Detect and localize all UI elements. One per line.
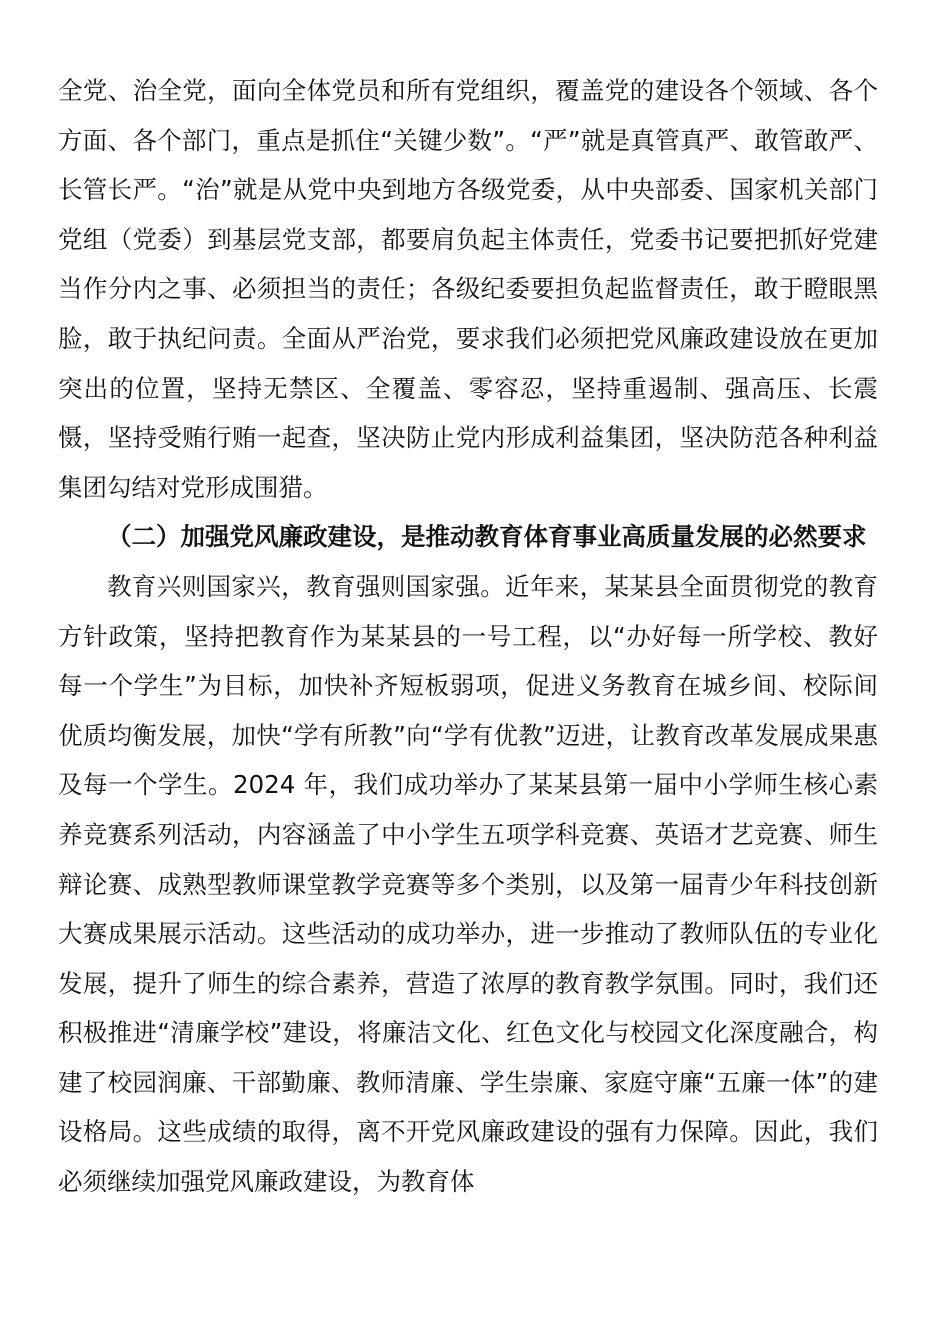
section-heading: （二）加强党风廉政建设，是推动教育体育事业高质量发展的必然要求 (107, 522, 867, 552)
document-page (58, 66, 878, 1207)
body-paragraph: 教育兴则国家兴，教育强则国家强。近年来，某某县全面贯彻党的教育方针政策，坚持把教育作为某某县的一号工程，以“办好每一所学校、教好每一个学生”为目标，加快补齐短板弱项，促进义务教育在城乡间、校际间优质均衡发展，加快“学有所教”向“学有优教”迈进，让教育改革发展成果惠及每一个学生。2024 年，我们成功举办了某某县第一届中小学师生核心素养竞赛系列活动，内容涵盖了中小学生五项学科竞赛、英语才艺竞赛、师生辩论赛、成熟型教师课堂教学竞赛等多个类别，以及第一届青少年科技创新大赛成果展示活动。这些活动的成功举办，进一步推动了教师队伍的专业化发展，提升了师生的综合素养，营造了浓厚的教育教学氛围。同时，我们还积极推进“清廉学校”建设，将廉洁文化、红色文化与校园文化深度融合，构建了校园润廉、干部勤廉、教师清廉、学生崇廉、家庭守廉“五廉一体”的建设格局。这些成绩的取得，离不开党风廉政建设的强有力保障。因此，我们必须继续加强党风廉政建设，为教育体 (58, 571, 878, 1197)
continuation-paragraph: 全党、治全党，面向全体党员和所有党组织，覆盖党的建设各个领域、各个方面、各个部门，重点是抓住“关键少数”。“严”就是真管真严、敢管敢严、长管长严。“治”就是从党中央到地方各级党委，从中央部委、国家机关部门党组（党委）到基层党支部，都要肩负起主体责任，党委书记要把抓好党建当作分内之事、必须担当的责任；各级纪委要担负起监督责任，敢于瞪眼黑脸，敢于执纪问责。全面从严治党，要求我们必须把党风廉政建设放在更加突出的位置，坚持无禁区、全覆盖、零容忍，坚持重遏制、强高压、长震慑，坚持受贿行贿一起查，坚决防止党内形成利益集团，坚决防范各种利益集团勾结对党形成围猎。 (58, 76, 878, 502)
